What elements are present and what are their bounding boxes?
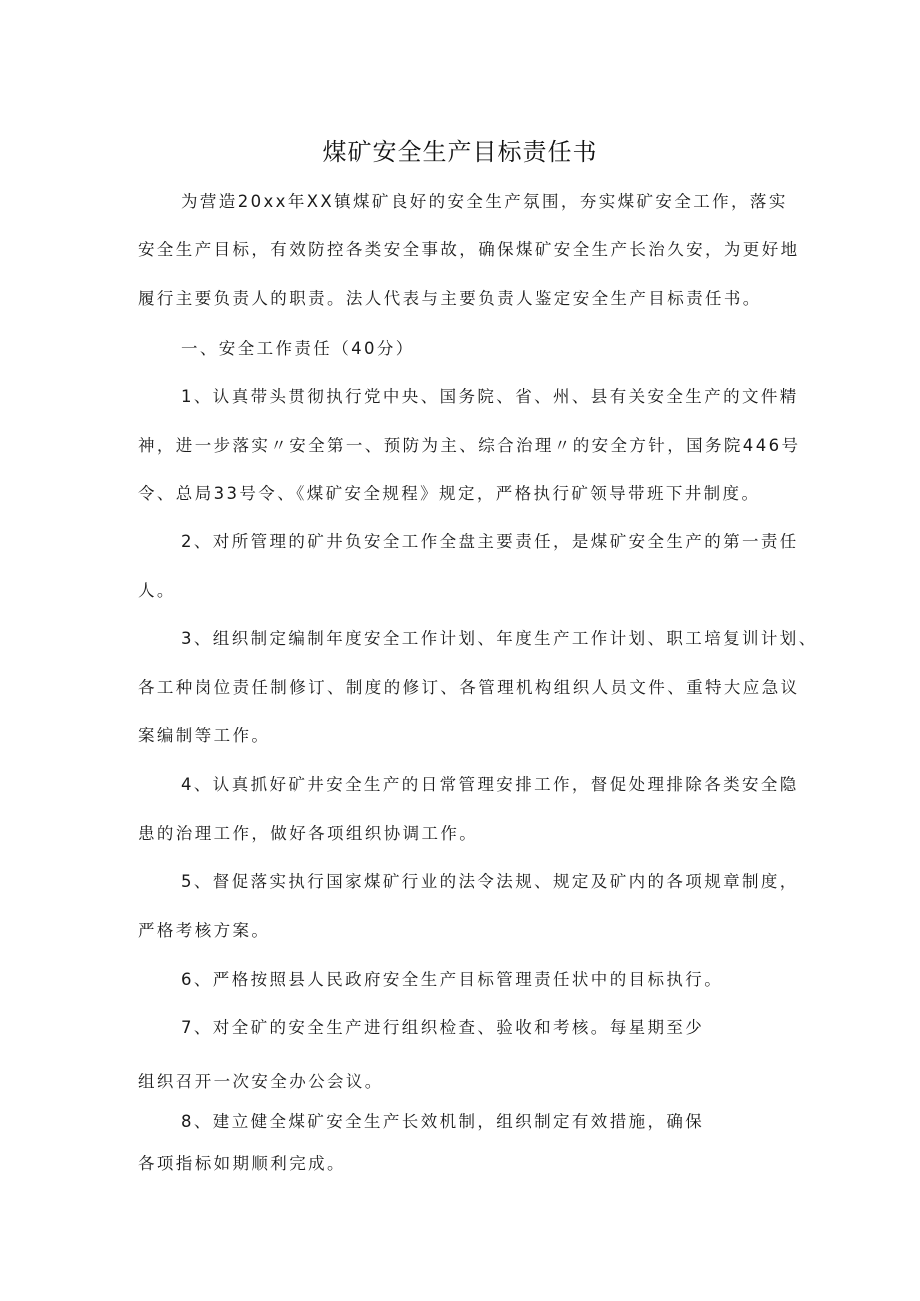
section-heading-safety-responsibility: 一、安全工作责任（40分） — [181, 339, 415, 358]
paragraph-intro-line-2: 安全生产目标，有效防控各类安全事故，确保煤矿安全生产长治久安，为更好地 — [138, 240, 800, 259]
paragraph-intro-line-3: 履行主要负责人的职责。法人代表与主要负责人鉴定安全生产目标责任书。 — [138, 289, 762, 308]
item-3-line-1: 3、组织制定编制年度安全工作计划、年度生产工作计划、职工培复训计划、 — [181, 629, 818, 648]
item-3-line-2: 各工种岗位责任制修订、制度的修订、各管理机构组织人员文件、重特大应急议 — [138, 678, 800, 697]
item-1-line-1: 1、认真带头贯彻执行党中央、国务院、省、州、县有关安全生产的文件精 — [181, 387, 799, 406]
item-7-line-1: 7、对全矿的安全生产进行组织检查、验收和考核。每星期至少 — [181, 1018, 705, 1037]
item-4-line-2: 患的治理工作，做好各项组织协调工作。 — [138, 824, 479, 843]
item-6-line-1: 6、严格按照县人民政府安全生产目标管理责任状中的目标执行。 — [181, 970, 724, 989]
item-8-line-1: 8、建立健全煤矿安全生产长效机制，组织制定有效措施，确保 — [181, 1112, 705, 1131]
item-4-line-1: 4、认真抓好矿井安全生产的日常管理安排工作，督促处理排除各类安全隐 — [181, 775, 799, 794]
item-2-line-2: 人。 — [138, 581, 176, 600]
item-2-line-1: 2、对所管理的矿井负安全工作全盘主要责任，是煤矿安全生产的第一责任 — [181, 532, 799, 551]
item-1-line-2: 神，进一步落实〃安全第一、预防为主、综合治理〃的安全方针，国务院446号 — [138, 436, 801, 455]
paragraph-intro-line-1: 为营造20xx年XX镇煤矿良好的安全生产氛围，夯实煤矿安全工作，落实 — [181, 192, 788, 211]
item-5-line-2: 严格考核方案。 — [138, 921, 271, 940]
item-7-line-2: 组织召开一次安全办公会议。 — [138, 1072, 384, 1091]
item-3-line-3: 案编制等工作。 — [138, 726, 271, 745]
item-5-line-1: 5、督促落实执行国家煤矿行业的法令法规、规定及矿内的各项规章制度， — [181, 872, 799, 891]
item-1-line-3: 令、总局33号令、《煤矿安全规程》规定，严格执行矿领导带班下井制度。 — [138, 484, 761, 503]
document-title: 煤矿安全生产目标责任书 — [322, 138, 598, 166]
item-8-line-2: 各项指标如期顺利完成。 — [138, 1154, 346, 1173]
